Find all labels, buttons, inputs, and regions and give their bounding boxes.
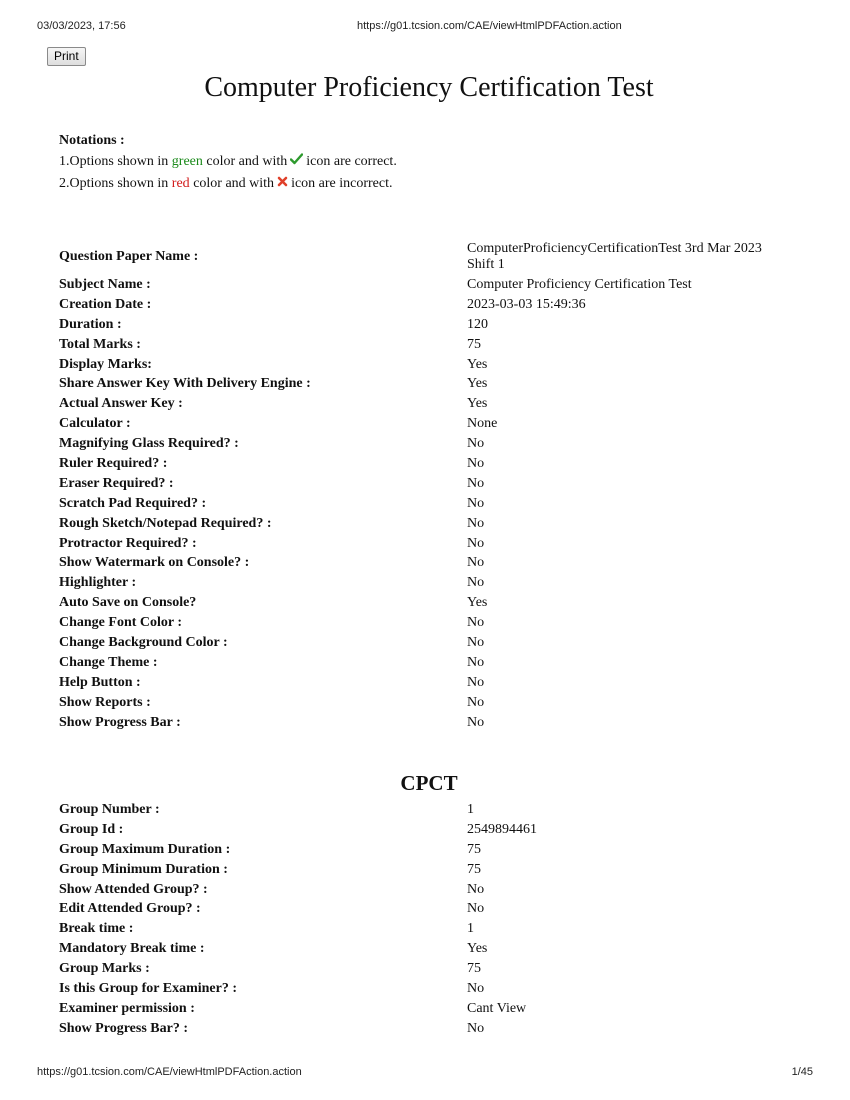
detail-row	[59, 673, 799, 693]
detail-label: Eraser Required? :	[59, 475, 174, 491]
group-value: No	[467, 981, 485, 997]
detail-row	[59, 335, 799, 355]
notation-correct	[59, 151, 397, 173]
detail-row	[59, 593, 799, 613]
group-value: No	[467, 1020, 485, 1036]
detail-label: Total Marks :	[59, 336, 141, 352]
print-header-url: https://g01.tcsion.com/CAE/viewHtmlPDFAction.action	[357, 20, 622, 32]
group-row	[59, 979, 799, 999]
group-value: Cant View	[467, 1000, 527, 1016]
detail-row	[59, 414, 799, 434]
notation-incorrect-prefix: 2.Options shown in	[59, 176, 169, 192]
group-label: Break time :	[59, 921, 134, 937]
print-button[interactable]: Print	[47, 47, 86, 66]
detail-value: None	[467, 416, 498, 432]
group-value: Yes	[467, 941, 488, 957]
group-row	[59, 959, 799, 979]
detail-label: Scratch Pad Required? :	[59, 495, 207, 511]
page-number: 1/45	[791, 1066, 813, 1078]
detail-value: Yes	[467, 396, 488, 412]
notations-heading: Notations :	[59, 133, 125, 148]
detail-label: Actual Answer Key :	[59, 396, 183, 412]
notation-correct-suffix: icon are correct.	[306, 154, 397, 170]
detail-value: No	[467, 515, 485, 531]
group-row	[59, 840, 799, 860]
detail-value: No	[467, 436, 485, 452]
group-value: 75	[467, 861, 481, 877]
group-row	[59, 800, 799, 820]
group-row	[59, 919, 799, 939]
detail-value: No	[467, 555, 485, 571]
detail-row	[59, 514, 799, 534]
detail-row	[59, 534, 799, 554]
group-value: No	[467, 901, 485, 917]
group-details	[59, 800, 799, 1039]
group-row	[59, 880, 799, 900]
detail-label: Change Theme :	[59, 654, 158, 670]
browser-print-header	[0, 20, 850, 34]
detail-label: Question Paper Name :	[59, 249, 199, 264]
notation-red-word: red	[171, 176, 190, 192]
detail-label: Share Answer Key With Delivery Engine :	[59, 376, 311, 392]
detail-row	[59, 553, 799, 573]
group-label: Examiner permission :	[59, 1000, 195, 1016]
detail-label: Show Progress Bar :	[59, 714, 181, 730]
browser-print-footer	[0, 1066, 850, 1080]
detail-row	[59, 573, 799, 593]
detail-label: Show Watermark on Console? :	[59, 555, 250, 571]
group-label: Show Attended Group? :	[59, 881, 208, 897]
notations-block	[59, 131, 397, 195]
detail-value: Yes	[467, 376, 488, 392]
detail-row	[59, 494, 799, 514]
detail-value: No	[467, 694, 485, 710]
group-value: 75	[467, 961, 481, 977]
detail-value: No	[467, 575, 485, 591]
detail-value: No	[467, 674, 485, 690]
detail-value: 120	[467, 316, 488, 332]
group-label: Is this Group for Examiner? :	[59, 981, 237, 997]
detail-row	[59, 613, 799, 633]
question-paper-details	[59, 241, 799, 732]
detail-label: Rough Sketch/Notepad Required? :	[59, 515, 272, 531]
detail-label: Ruler Required? :	[59, 456, 168, 472]
detail-row	[59, 315, 799, 335]
detail-row	[59, 434, 799, 454]
group-row	[59, 999, 799, 1019]
detail-label: Creation Date :	[59, 296, 152, 312]
group-value: 1	[467, 921, 474, 937]
group-label: Group Maximum Duration :	[59, 841, 231, 857]
notation-green-word: green	[171, 154, 203, 170]
notation-correct-mid: color and with	[206, 154, 288, 170]
check-icon	[290, 151, 303, 173]
detail-value: Yes	[467, 356, 488, 372]
group-row	[59, 1019, 799, 1039]
detail-row	[59, 474, 799, 494]
detail-row	[59, 355, 799, 375]
group-label: Show Progress Bar? :	[59, 1020, 188, 1036]
group-row	[59, 939, 799, 959]
detail-value: No	[467, 635, 485, 651]
group-value: No	[467, 881, 485, 897]
detail-value: No	[467, 495, 485, 511]
detail-label: Display Marks:	[59, 356, 152, 372]
notation-incorrect-mid: color and with	[193, 176, 275, 192]
section-title: CPCT	[400, 771, 458, 795]
detail-label: Duration :	[59, 316, 122, 332]
group-value: 75	[467, 841, 481, 857]
page-title: Computer Proficiency Certification Test	[204, 72, 654, 103]
detail-row	[59, 633, 799, 653]
detail-value: Yes	[467, 595, 488, 611]
print-datetime: 03/03/2023, 17:56	[37, 20, 126, 32]
detail-label: Subject Name :	[59, 277, 151, 292]
group-label: Edit Attended Group? :	[59, 901, 201, 917]
detail-row	[59, 693, 799, 713]
detail-row	[59, 653, 799, 673]
detail-label: Change Background Color :	[59, 635, 228, 651]
group-label: Mandatory Break time :	[59, 941, 205, 957]
notation-correct-prefix: 1.Options shown in	[59, 154, 169, 170]
detail-value: No	[467, 475, 485, 491]
detail-row	[59, 374, 799, 394]
group-label: Group Number :	[59, 802, 160, 817]
detail-value: 75	[467, 336, 481, 352]
detail-value: No	[467, 615, 485, 631]
detail-value: No	[467, 654, 485, 670]
detail-value: 2023-03-03 15:49:36	[467, 296, 586, 312]
detail-row	[59, 295, 799, 315]
group-value: 2549894461	[467, 821, 537, 837]
notation-incorrect-suffix: icon are incorrect.	[291, 176, 393, 192]
detail-label: Change Font Color :	[59, 615, 183, 631]
group-label: Group Id :	[59, 821, 124, 837]
detail-value: No	[467, 714, 485, 730]
notation-incorrect	[59, 173, 397, 195]
detail-label: Magnifying Glass Required? :	[59, 436, 239, 452]
detail-row	[59, 241, 799, 275]
group-row	[59, 820, 799, 840]
detail-value: No	[467, 535, 485, 551]
print-footer-url: https://g01.tcsion.com/CAE/viewHtmlPDFAction.action	[37, 1066, 302, 1078]
detail-label: Auto Save on Console?	[59, 595, 197, 611]
detail-value: No	[467, 456, 485, 472]
detail-label: Protractor Required? :	[59, 535, 197, 551]
detail-row	[59, 394, 799, 414]
detail-label: Help Button :	[59, 674, 141, 690]
group-row	[59, 899, 799, 919]
group-label: Group Minimum Duration :	[59, 861, 228, 877]
detail-label: Highlighter :	[59, 575, 137, 591]
detail-value: Computer Proficiency Certification Test	[467, 277, 692, 292]
detail-row	[59, 275, 799, 295]
detail-row	[59, 454, 799, 474]
cross-icon	[277, 173, 288, 195]
group-row	[59, 860, 799, 880]
group-value: 1	[467, 802, 474, 817]
detail-label: Calculator :	[59, 416, 131, 432]
detail-label: Show Reports :	[59, 694, 151, 710]
group-label: Group Marks :	[59, 961, 150, 977]
detail-row	[59, 713, 799, 733]
detail-value: ComputerProficiencyCertificationTest 3rd Mar 2023 Shift 1	[467, 241, 762, 272]
